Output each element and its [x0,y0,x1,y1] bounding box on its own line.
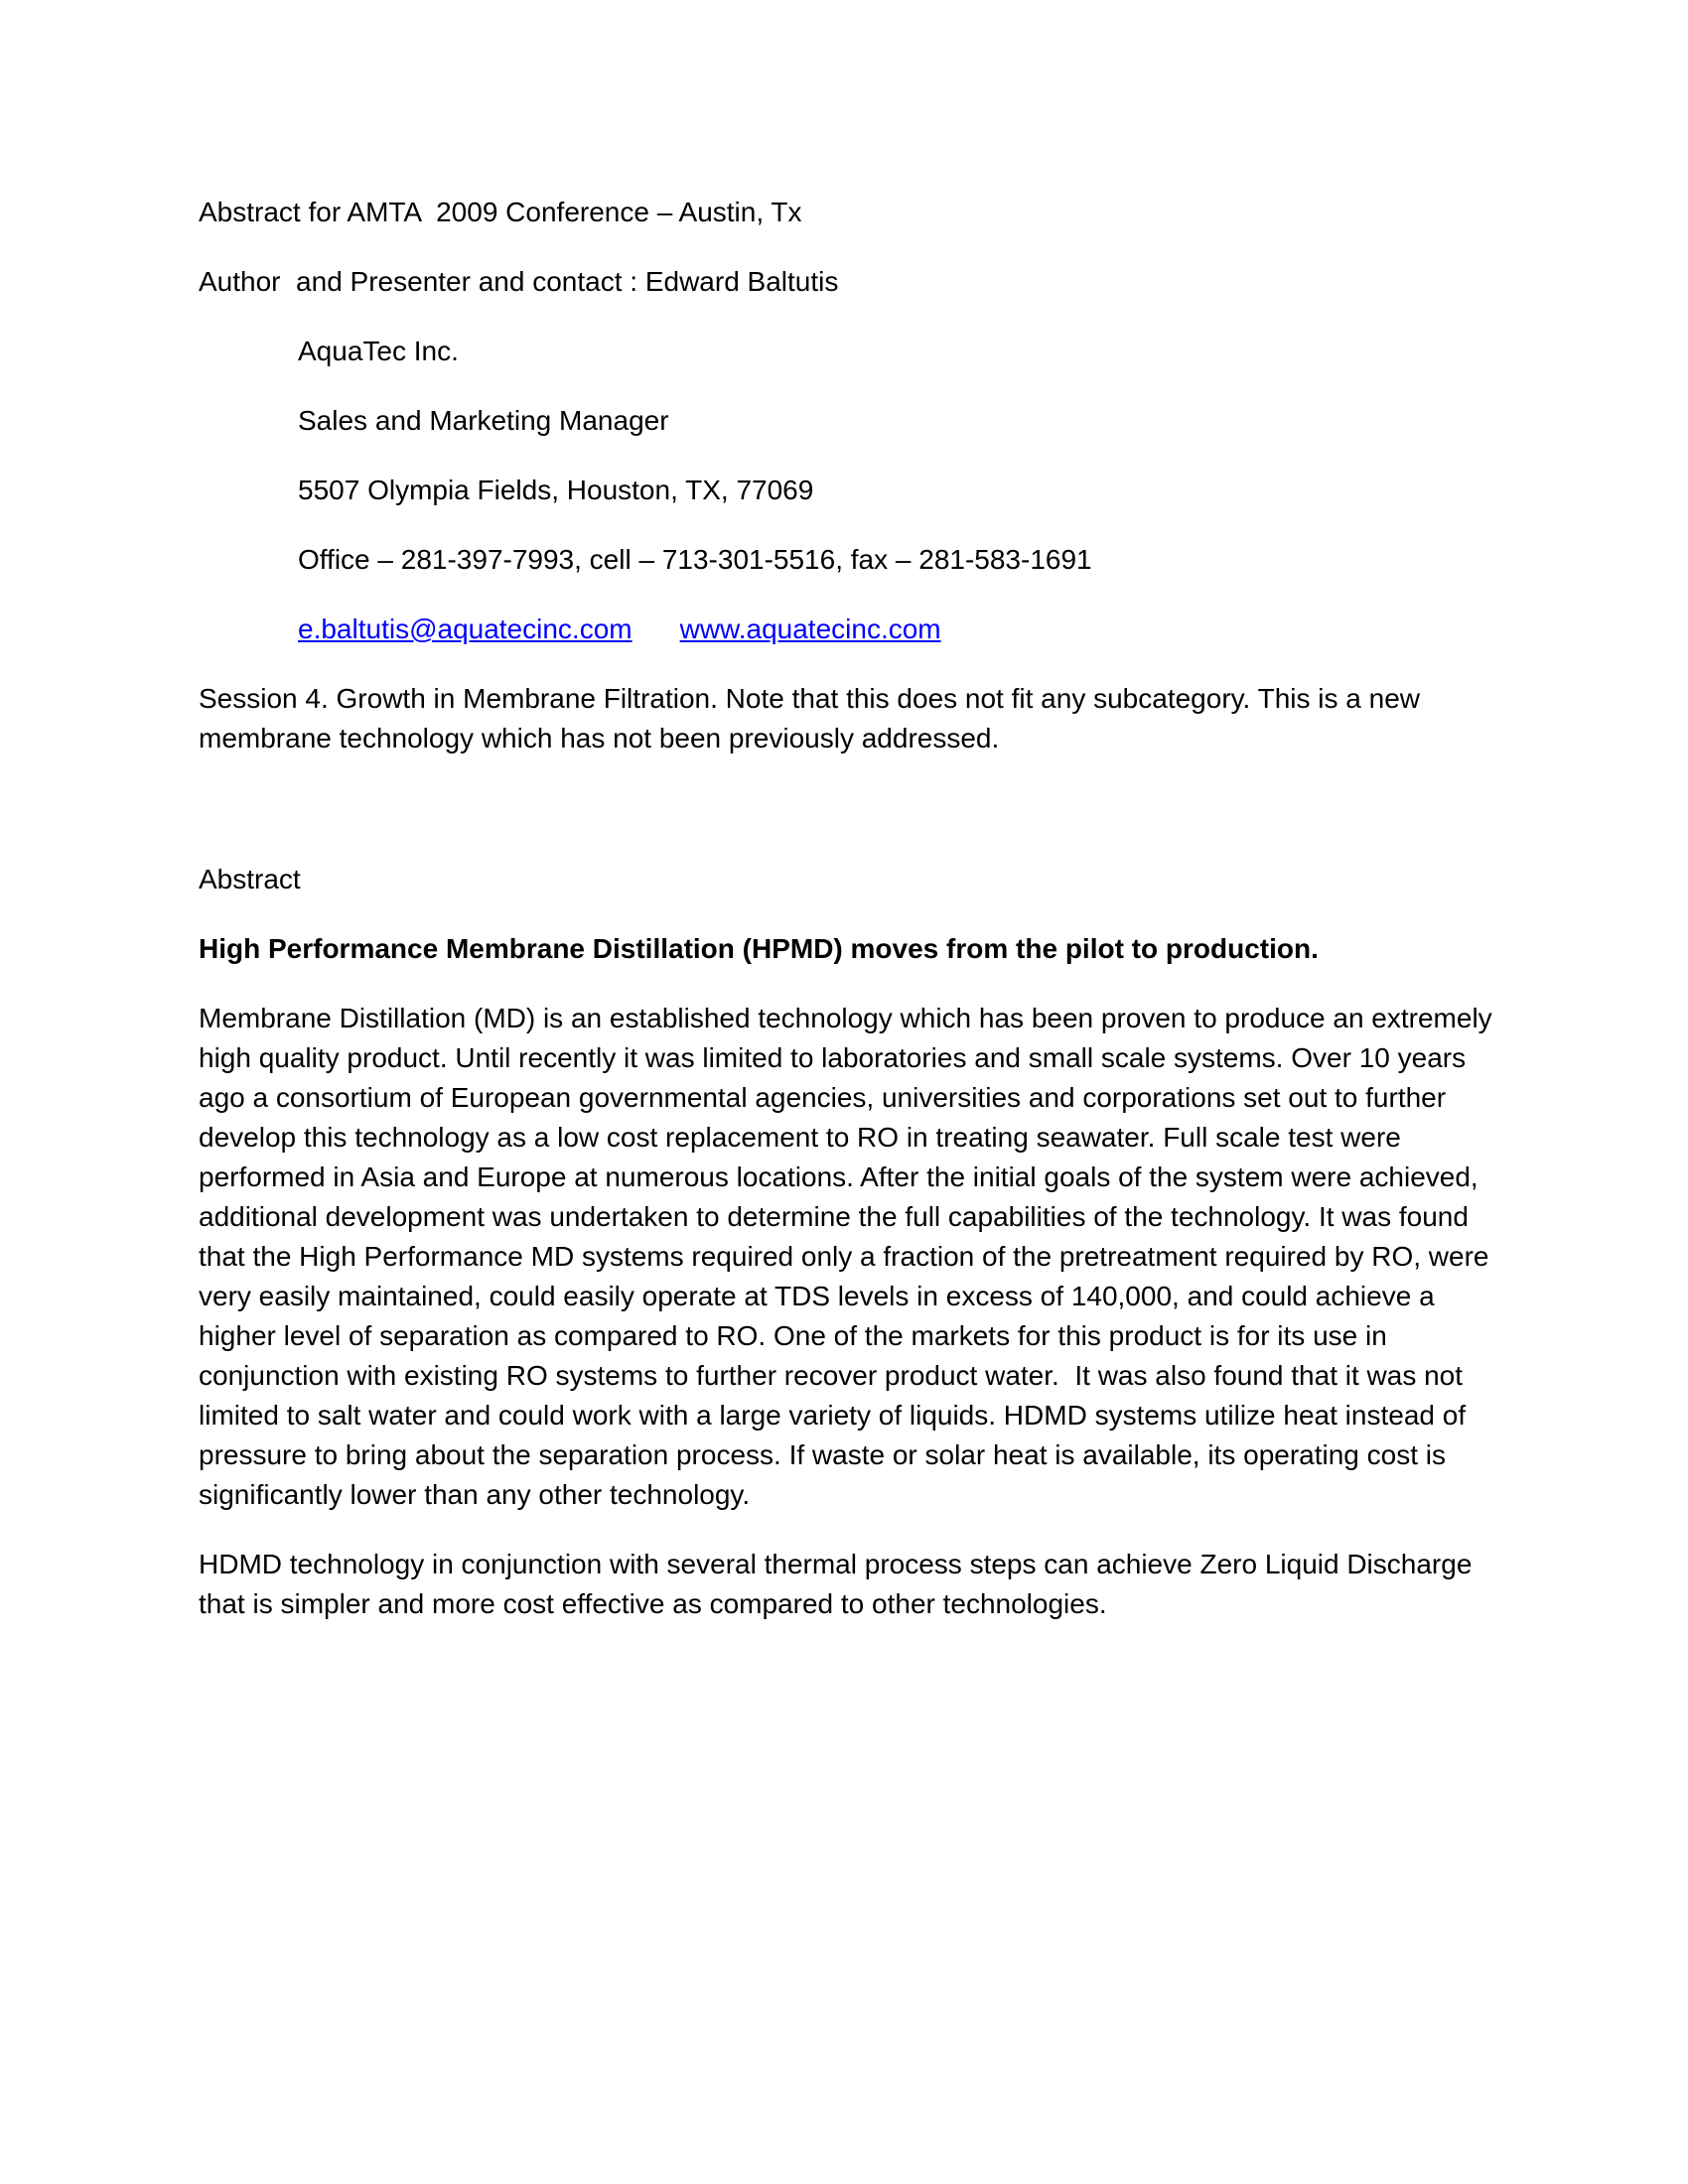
session-note: Session 4. Growth in Membrane Filtration. Note that this does not fit any subcategory. This is a new membrane technology which has not been previously addressed. [199,683,1428,753]
job-title: Sales and Marketing Manager [298,405,669,436]
contact-block [298,332,1492,649]
abstract-title: High Performance Membrane Distillation (HPMD) moves from the pilot to production. [199,933,1319,964]
email-link[interactable]: e.baltutis@aquatecinc.com [298,614,633,644]
abstract-label: Abstract [199,864,301,894]
abstract-body: Membrane Distillation (MD) is an established technology which has been proven to produce an extremely high quality product. Until recently it was limited to laboratories and small scale systems. Over 10 years ago a consortium of European governmental agencies, universities and corporations set out to further develop this technology as a low cost replacement to RO in treating seawater. Full scale test were performed in Asia and Europe at numerous locations. After the initial goals of the system were achieved, additional development was undertaken to determine the full capabilities of the technology. It was found that the High Performance MD systems required only a fraction of the pretreatment required by RO, were very easily maintained, could easily operate at TDS levels in excess of 140,000, and could achieve a higher level of separation as compared to RO. One of the markets for this product is for its use in conjunction with existing RO systems to further recover product water. It was also found that it was not limited to salt water and could work with a large variety of liquids. HDMD systems utilize heat instead of pressure to bring about the separation process. If waste or solar heat is available, its operating cost is significantly lower than any other technology. [199,1003,1500,1510]
closing-paragraph: HDMD technology in conjunction with several thermal process steps can achieve Zero Liquid Discharge that is simpler and more cost effective as compared to other technologies. [199,1549,1480,1619]
header-line: Abstract for AMTA 2009 Conference – Austin, Tx [199,197,802,227]
website-link[interactable]: www.aquatecinc.com [679,614,941,644]
author-line: Author and Presenter and contact : Edward Baltutis [199,266,839,297]
links-line [298,610,1492,649]
phone-line: Office – 281-397-7993, cell – 713-301-5516, fax – 281-583-1691 [298,544,1092,575]
company-name: AquaTec Inc. [298,336,459,366]
address-line: 5507 Olympia Fields, Houston, TX, 77069 [298,475,814,505]
